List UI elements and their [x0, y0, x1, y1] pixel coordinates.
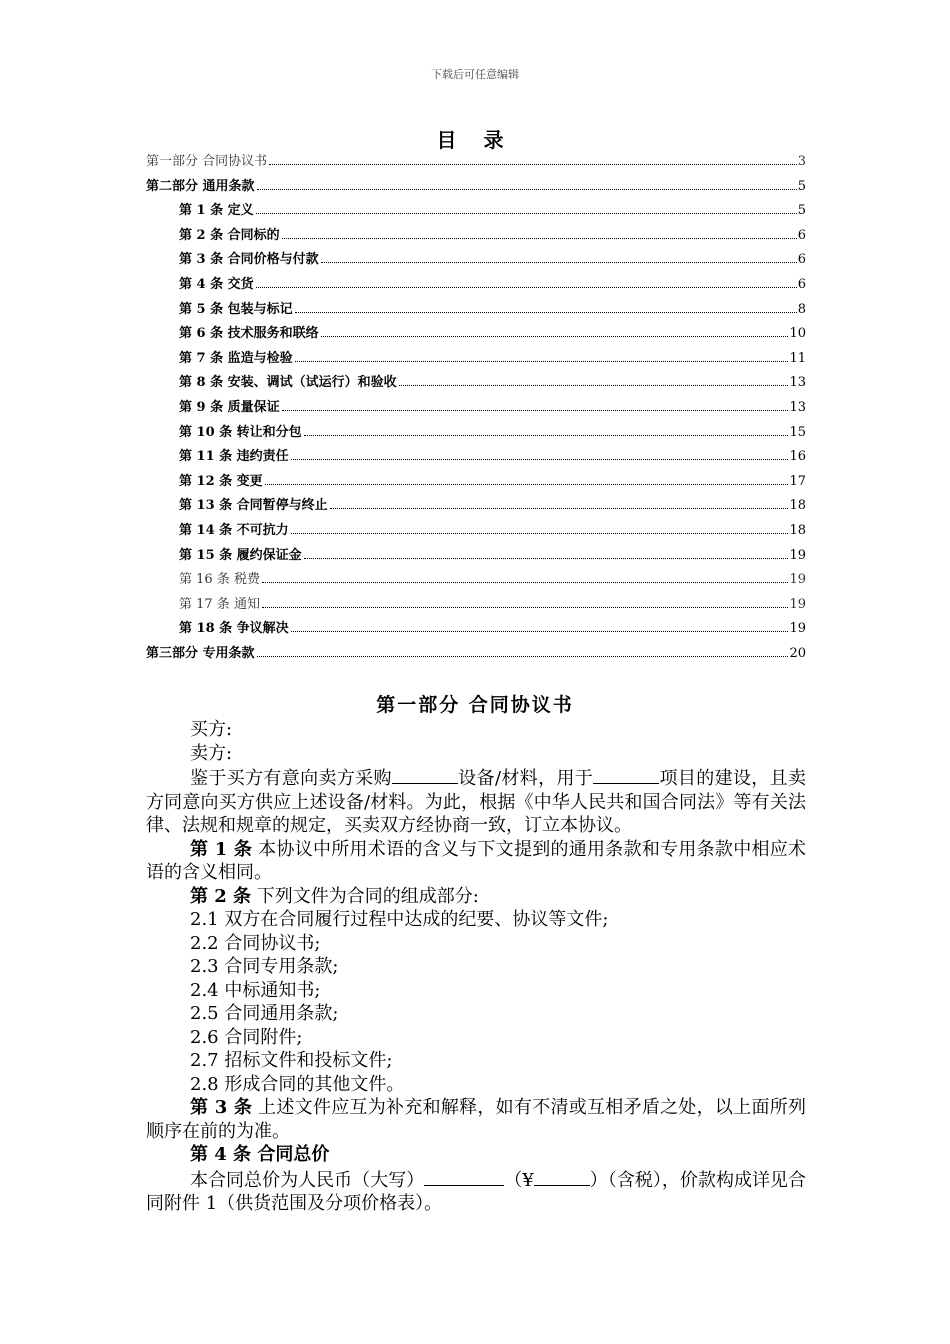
- toc-leader-dots: [291, 532, 789, 534]
- toc-entry-page: 18: [789, 498, 806, 514]
- toc-entry[interactable]: [146, 519, 806, 544]
- toc-entry[interactable]: [146, 396, 806, 421]
- toc-entry-label: 第三部分 专用条款: [146, 645, 255, 661]
- document-list-item: 2.7 招标文件和投标文件;: [190, 1050, 393, 1071]
- toc-entry-page: 15: [789, 424, 806, 440]
- toc-entry-label: 第 12 条 变更: [179, 473, 263, 489]
- toc-leader-dots: [399, 384, 789, 386]
- toc-entry[interactable]: [146, 544, 806, 569]
- agreement-body: [146, 718, 806, 1216]
- blank-field: [593, 765, 659, 784]
- toc-entry[interactable]: [146, 642, 806, 667]
- table-of-contents: [146, 150, 806, 666]
- toc-entry[interactable]: [146, 273, 806, 298]
- blank-field: [424, 1167, 504, 1186]
- toc-entry-page: 6: [797, 252, 806, 268]
- toc-leader-dots: [321, 261, 797, 263]
- toc-entry-label: 第 13 条 合同暂停与终止: [179, 498, 328, 514]
- toc-entry[interactable]: [146, 593, 806, 618]
- toc-leader-dots: [262, 606, 789, 608]
- toc-entry-page: 6: [797, 276, 806, 292]
- toc-entry-label: 第 17 条 通知: [179, 596, 260, 612]
- toc-entry[interactable]: [146, 470, 806, 495]
- toc-leader-dots: [282, 237, 797, 239]
- toc-leader-dots: [256, 212, 797, 214]
- toc-entry-page: 19: [789, 572, 806, 588]
- toc-entry[interactable]: [146, 568, 806, 593]
- document-list-item: 2.2 合同协议书;: [190, 932, 321, 954]
- blank-field: [392, 765, 458, 784]
- toc-entry-label: 第 6 条 技术服务和联络: [179, 326, 319, 342]
- toc-entry-page: 19: [789, 621, 806, 637]
- toc-leader-dots: [291, 458, 789, 460]
- article-3: 第 3 条 上述文件应互为补充和解释，如有不清或互相矛盾之处，以上面所列顺序在前的为准。: [146, 1097, 807, 1142]
- toc-entry-page: 13: [789, 399, 806, 415]
- toc-entry-label: 第 16 条 税费: [179, 572, 260, 588]
- toc-entry-page: 6: [797, 227, 806, 243]
- toc-entry[interactable]: [146, 347, 806, 372]
- toc-entry-page: 13: [789, 375, 806, 391]
- toc-entry[interactable]: [146, 248, 806, 273]
- toc-leader-dots: [269, 163, 797, 165]
- toc-entry[interactable]: [146, 298, 806, 323]
- toc-leader-dots: [291, 630, 789, 632]
- toc-entry-label: 第 2 条 合同标的: [179, 227, 280, 243]
- toc-leader-dots: [257, 188, 797, 190]
- toc-entry[interactable]: [146, 445, 806, 470]
- toc-entry-label: 第 15 条 履约保证金: [179, 547, 302, 563]
- toc-leader-dots: [282, 409, 789, 411]
- toc-entry-page: 3: [797, 154, 806, 169]
- toc-entry-label: 第 8 条 安装、调试（试运行）和验收: [179, 375, 397, 391]
- toc-entry[interactable]: [146, 421, 806, 446]
- document-list-item: 2.8 形成合同的其他文件。: [190, 1073, 405, 1095]
- toc-entry-label: 第二部分 通用条款: [146, 178, 255, 194]
- toc-entry[interactable]: [146, 371, 806, 396]
- toc-entry-page: 5: [797, 178, 806, 194]
- toc-entry-label: 第 9 条 质量保证: [179, 399, 280, 415]
- toc-leader-dots: [256, 286, 797, 288]
- toc-leader-dots: [262, 581, 789, 583]
- document-list-item: 2.4 中标通知书;: [190, 979, 321, 1001]
- toc-entry-label: 第 14 条 不可抗力: [179, 522, 289, 538]
- toc-entry-label: 第 5 条 包装与标记: [179, 301, 293, 317]
- toc-title: 目 录: [436, 128, 514, 152]
- toc-entry-page: 8: [797, 301, 806, 317]
- toc-entry-label: 第 18 条 争议解决: [179, 621, 289, 637]
- toc-entry-page: 16: [789, 449, 806, 465]
- toc-entry-page: 18: [789, 522, 806, 538]
- toc-entry-page: 20: [789, 645, 806, 661]
- toc-entry-page: 19: [789, 547, 806, 563]
- toc-leader-dots: [304, 434, 789, 436]
- document-list-item: 2.6 合同附件;: [190, 1026, 303, 1048]
- toc-leader-dots: [295, 311, 797, 313]
- toc-entry-label: 第 10 条 转让和分包: [179, 424, 302, 440]
- toc-leader-dots: [265, 483, 789, 485]
- toc-leader-dots: [330, 507, 789, 509]
- article-1: 第 1 条 本协议中所用术语的含义与下文提到的通用条款和专用条款中相应术语的含义相同。: [146, 838, 807, 883]
- article-4-title: 第 4 条 合同总价: [190, 1144, 330, 1165]
- toc-entry-page: 11: [789, 350, 806, 366]
- toc-entry[interactable]: [146, 175, 806, 200]
- toc-entry-page: 5: [797, 203, 806, 219]
- toc-entry-page: 10: [789, 326, 806, 342]
- toc-leader-dots: [257, 655, 789, 657]
- page-header: 下载后可任意编辑: [431, 68, 519, 81]
- toc-entry-label: 第 4 条 交货: [179, 276, 254, 292]
- buyer-line: 买方:: [190, 719, 233, 740]
- toc-entry-label: 第 11 条 违约责任: [179, 449, 289, 465]
- toc-entry-label: 第 1 条 定义: [179, 203, 254, 219]
- blank-field: [534, 1167, 590, 1186]
- document-list-item: 2.5 合同通用条款;: [190, 1003, 339, 1024]
- toc-leader-dots: [295, 360, 789, 362]
- toc-entry[interactable]: [146, 199, 806, 224]
- toc-entry[interactable]: [146, 224, 806, 249]
- price-paragraph: 本合同总价为人民币（大写） （¥ ）（含税），价款构成详见合同附件 1（供货范围及分项价格表）。: [146, 1167, 806, 1216]
- toc-entry-label: 第 7 条 监造与检验: [179, 350, 293, 366]
- document-list-item: 2.1 双方在合同履行过程中达成的纪要、协议等文件;: [190, 909, 609, 930]
- toc-entry-page: 19: [789, 596, 806, 612]
- toc-leader-dots: [321, 335, 789, 337]
- toc-entry-label: 第 3 条 合同价格与付款: [179, 252, 319, 268]
- section-title: 第一部分 合同协议书: [376, 694, 574, 716]
- toc-entry[interactable]: [146, 150, 806, 175]
- toc-entry[interactable]: [146, 617, 806, 642]
- toc-entry[interactable]: [146, 494, 806, 519]
- intro-paragraph: 鉴于买方有意向卖方采购 设备/材料，用于 项目的建设，且卖方同意向买方供应上述设备/材料。为此，根据《中华人民共和国合同法》等有关法律、法规和规章的规定，买卖双方经协商一致，订立本协议。: [146, 765, 806, 838]
- toc-entry[interactable]: [146, 322, 806, 347]
- seller-line: 卖方:: [190, 742, 233, 764]
- toc-entry-page: 17: [789, 473, 806, 489]
- toc-entry-label: 第一部分 合同协议书: [146, 154, 268, 169]
- toc-leader-dots: [304, 557, 789, 559]
- document-list-item: 2.3 合同专用条款;: [190, 956, 339, 977]
- article-2: 第 2 条 下列文件为合同的组成部分:: [190, 885, 479, 907]
- document-list: [146, 908, 806, 1096]
